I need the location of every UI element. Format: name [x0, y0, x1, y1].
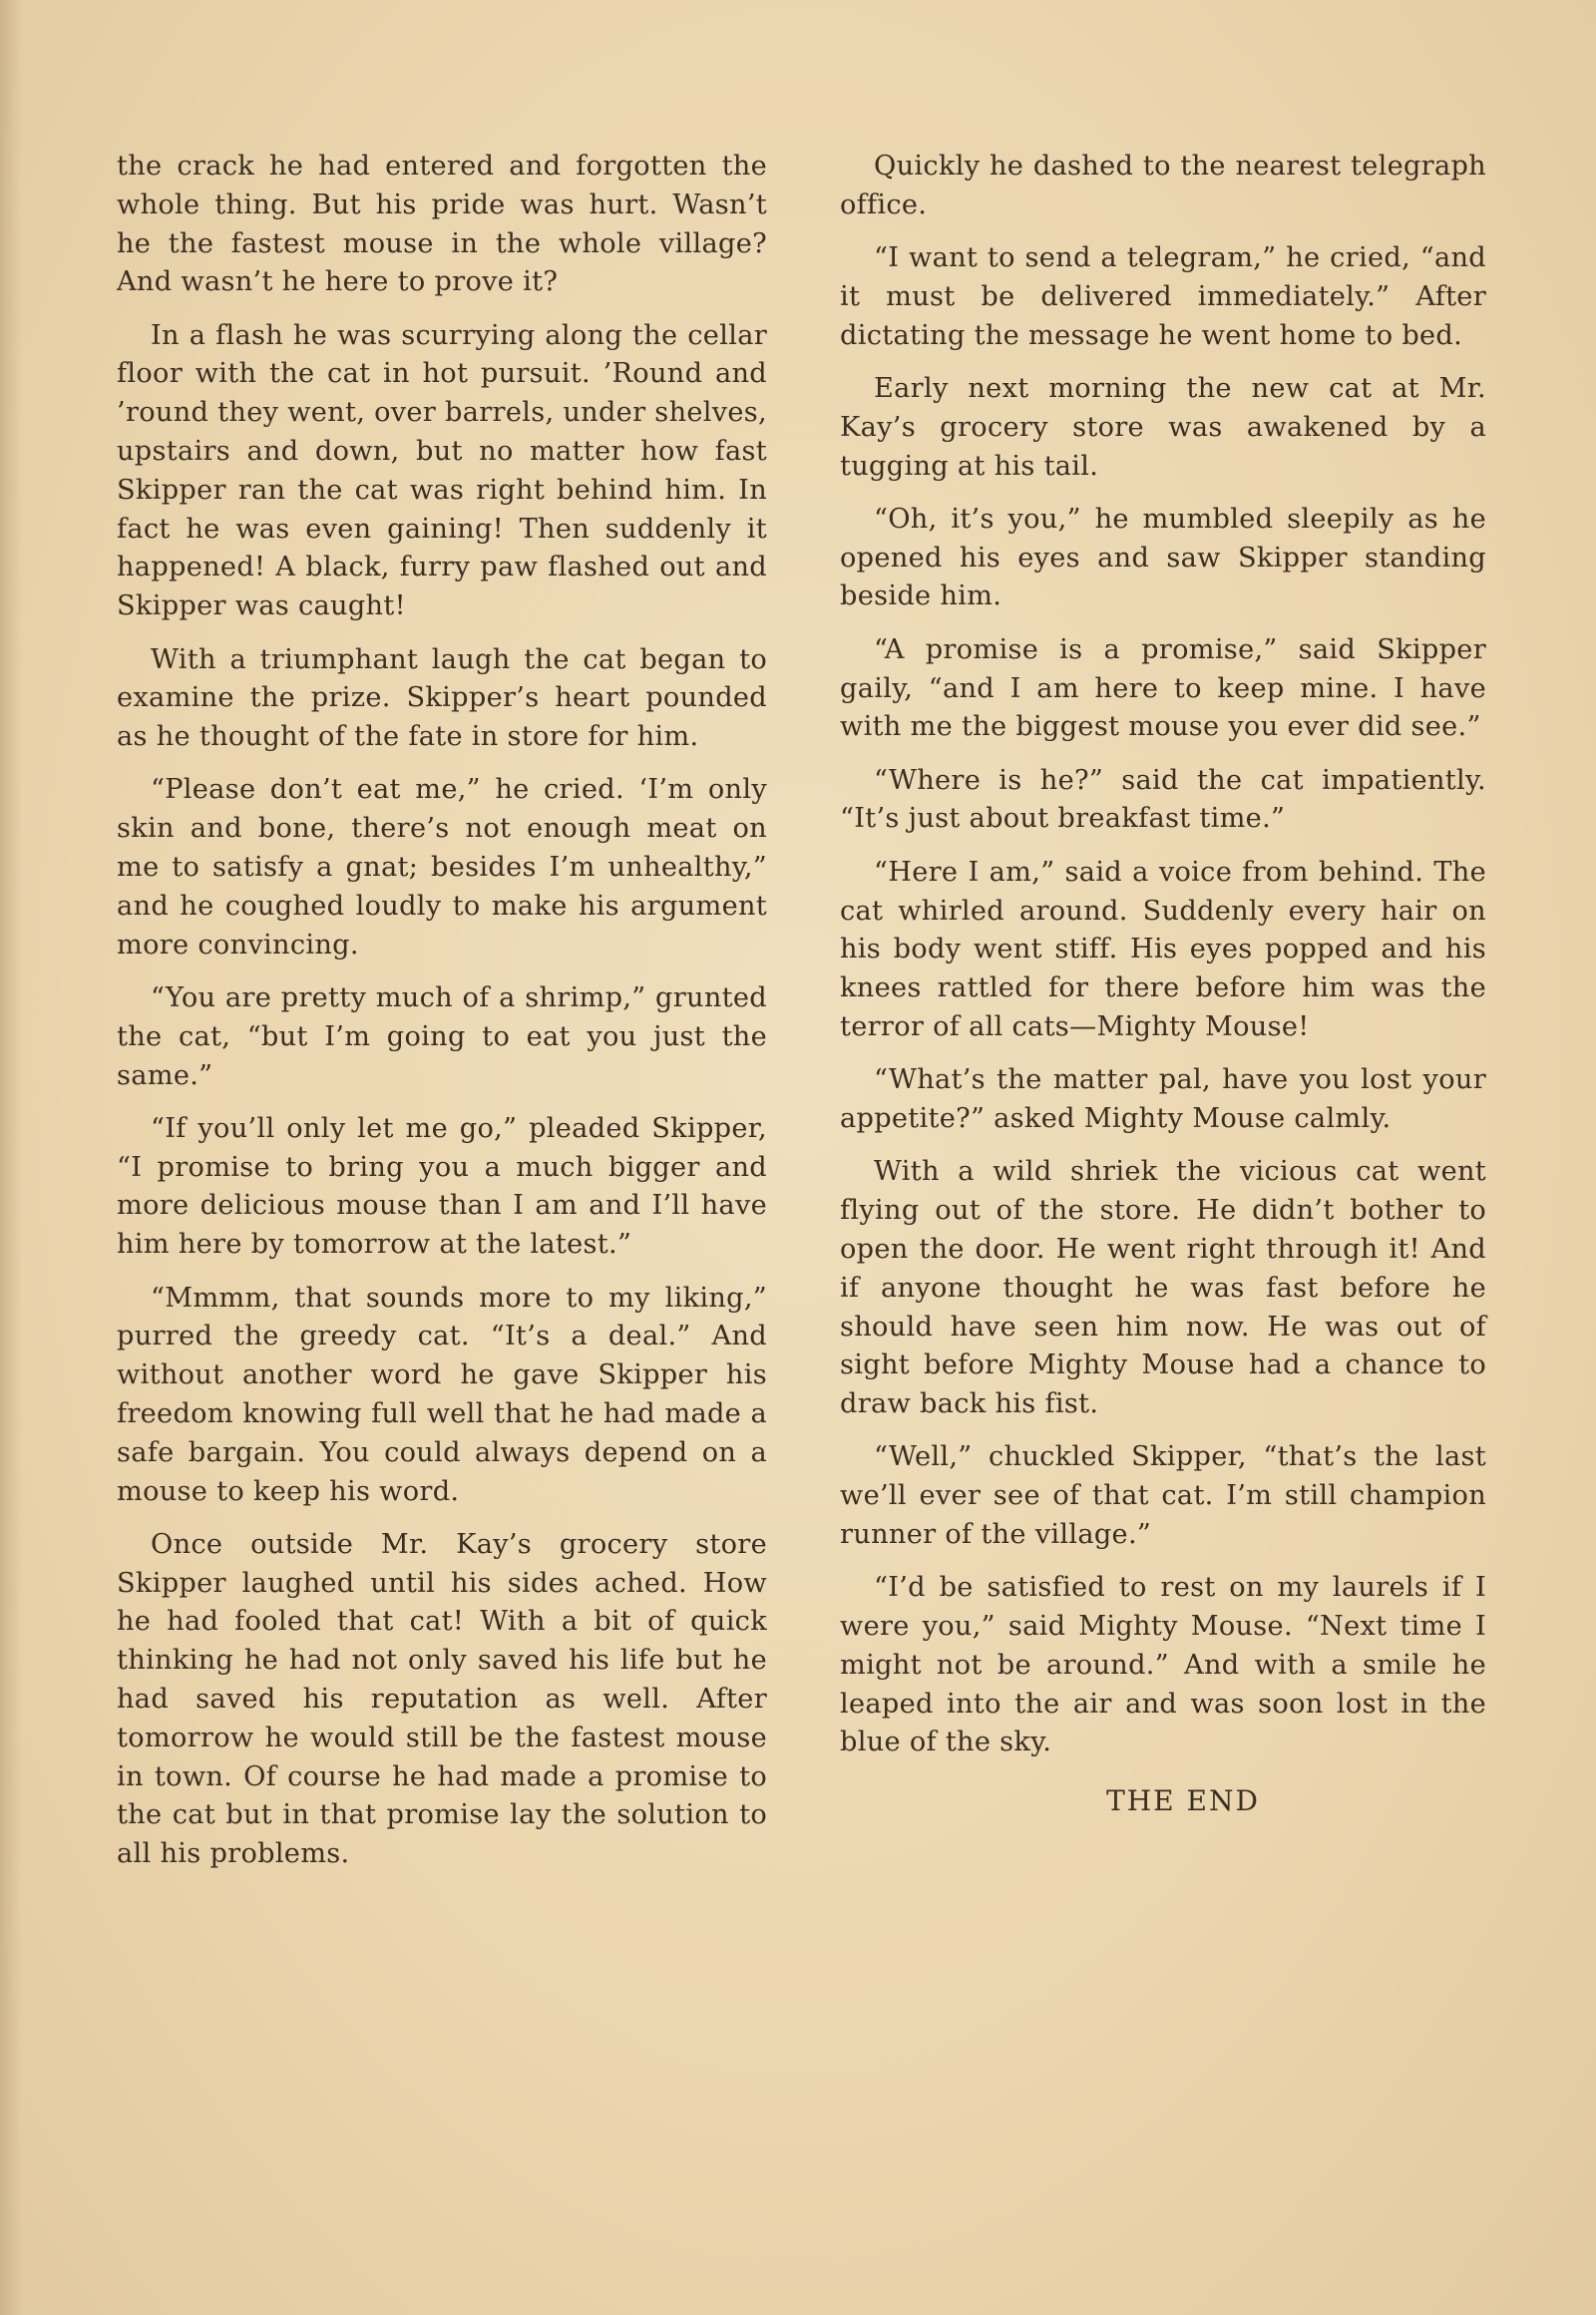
- left-column: [117, 148, 767, 1888]
- paragraph: With a wild shriek the vicious cat went flying out of the store. He didn’t bother to open the door. He went right through it! And if anyone thought he was fast before he should have seen him now. He was out of sight before Mighty Mouse had a chance to draw back his fist.: [840, 1156, 1486, 1420]
- page-edge-shadow: [0, 0, 22, 2315]
- paragraph: “A promise is a promise,” said Skipper gaily, “and I am here to keep mine. I have with me the biggest mouse you ever did see.”: [840, 633, 1486, 743]
- right-column: [840, 148, 1486, 1817]
- paragraph: “Here I am,” said a voice from behind. The cat whirled around. Suddenly every hair on his body went stiff. His eyes popped and his knees rattled for there before him was the terror of all cats—Mighty Mouse!: [840, 856, 1486, 1042]
- paragraph: Quickly he dashed to the nearest telegraph office.: [840, 151, 1486, 220]
- paragraph: “Well,” chuckled Skipper, “that’s the last we’ll ever see of that cat. I’m still champion runner of the village.”: [840, 1441, 1486, 1550]
- paragraph: “Mmmm, that sounds more to my liking,” purred the greedy cat. “It’s a deal.” And without another word he gave Skipper his freedom knowing full well that he had made a safe bargain. You could always depend on a mouse to keep his word.: [117, 1282, 767, 1507]
- paragraph: “I’d be satisfied to rest on my laurels if I were you,” said Mighty Mouse. “Next time I might not be around.” And with a smile he leaped into the air and was soon lost in the blue of the sky.: [840, 1572, 1486, 1758]
- paragraph: Early next morning the new cat at Mr. Kay’s grocery store was awakened by a tugging at his tail.: [840, 372, 1486, 482]
- paragraph: “Please don’t eat me,” he cried. ‘I’m only skin and bone, there’s not enough meat on me to satisfy a gnat; besides I’m unhealthy,” and he coughed loudly to make his argument more convincing.: [117, 774, 767, 961]
- paragraph: In a flash he was scurrying along the cellar floor with the cat in hot pursuit. ’Round and ’round they went, over barrels, under shelves, upstairs and down, but no matter how fast Skipper ran the cat was right behind him. In fact he was even gaining! Then suddenly it happened! A black, furry paw flashed out and Skipper was caught!: [117, 319, 768, 622]
- paragraph: “You are pretty much of a shrimp,” grunted the cat, “but I’m going to eat you just the same.”: [117, 981, 767, 1091]
- paragraph: Once outside Mr. Kay’s grocery store Skipper laughed until his sides ached. How he had fooled that cat! With a bit of quick thinking he had not only saved his life but he had saved his reputation as well. After tomorrow he would still be the fastest mouse in town. Of course he had made a promise to the cat but in that promise lay the solution to all his problems.: [117, 1528, 767, 1870]
- paragraph: the crack he had entered and forgotten the whole thing. But his pride was hurt. Wasn’t he the fastest mouse in the whole village? And wasn’t he here to prove it?: [117, 151, 767, 298]
- paragraph: “Where is he?” said the cat impatiently. “It’s just about breakfast time.”: [840, 764, 1486, 835]
- the-end-label: THE END: [1106, 1784, 1260, 1818]
- paragraph: “I want to send a telegram,” he cried, “and it must be delivered immediately.” After dictating the message he went home to bed.: [840, 242, 1486, 351]
- paragraph: “If you’ll only let me go,” pleaded Skipper, “I promise to bring you a much bigger and more delicious mouse than I am and I’ll have him here by tomorrow at the latest.”: [117, 1112, 767, 1261]
- paragraph: “Oh, it’s you,” he mumbled sleepily as he opened his eyes and saw Skipper standing beside him.: [840, 503, 1486, 612]
- paragraph: With a triumphant laugh the cat began to examine the prize. Skipper’s heart pounded as he thought of the fate in store for him.: [117, 643, 767, 753]
- paragraph: “What’s the matter pal, have you lost your appetite?” asked Mighty Mouse calmly.: [840, 1064, 1486, 1135]
